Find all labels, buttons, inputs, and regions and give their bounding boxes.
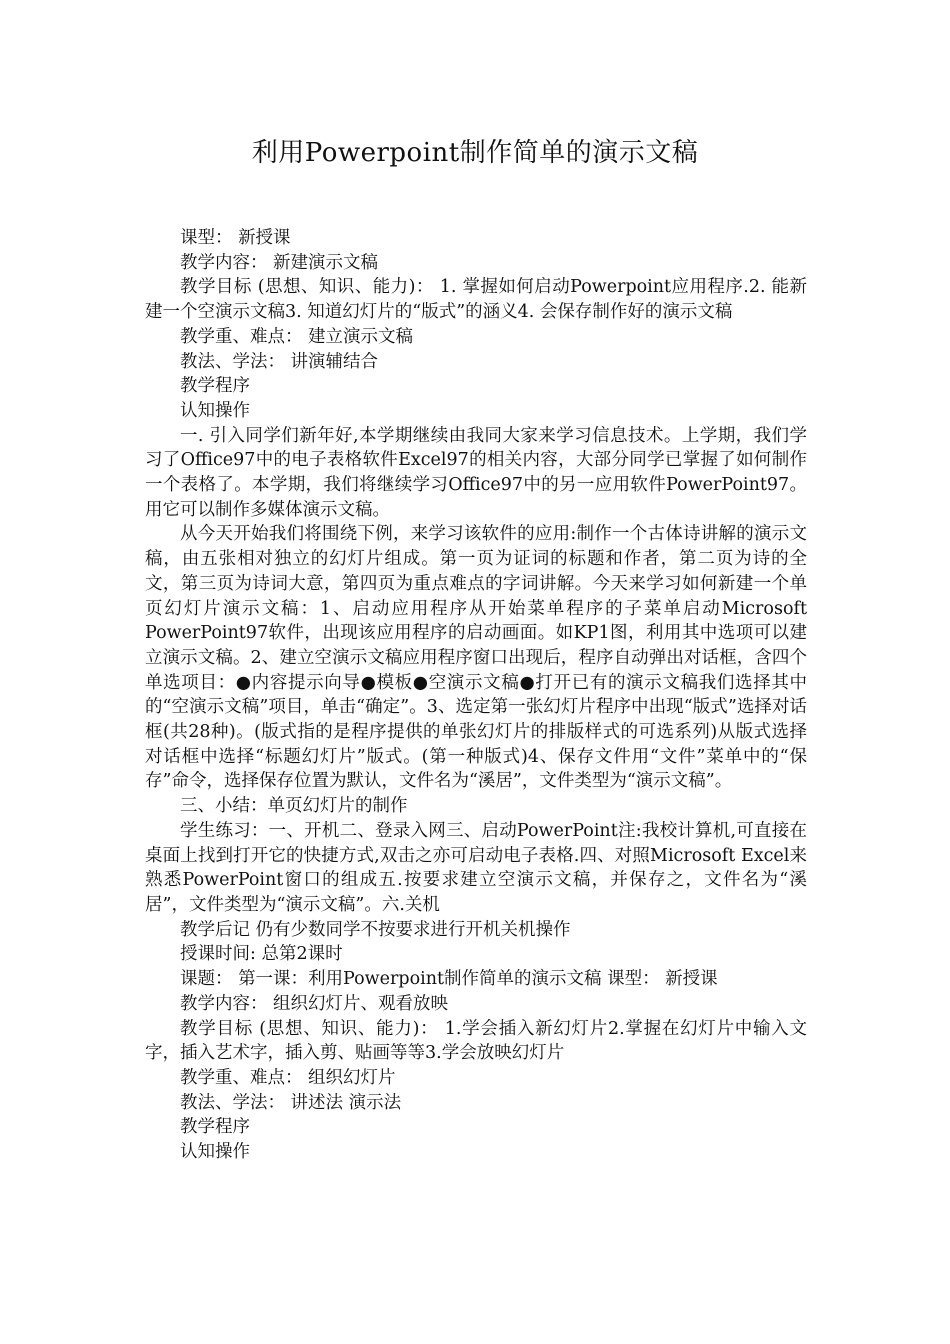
paragraph-cognitive-operation: 认知操作 xyxy=(180,400,250,421)
paragraph-lesson-type: 课型： 新授课 xyxy=(180,228,291,248)
document-body xyxy=(145,226,807,1165)
paragraph-teaching-notes: 教学后记 仍有少数同学不按要求进行开机关机操作 xyxy=(180,919,571,940)
paragraph-teaching-procedure: 教学程序 xyxy=(180,376,250,397)
paragraph-teaching-goals-2: 教学目标 (思想、知识、能力)： 1.学会插入新幻灯片2.掌握在幻灯片中输入文字，插入艺术字，插入剪、贴画等等3.学会放映幻灯片 xyxy=(145,1018,807,1064)
paragraph-teaching-method-2: 教法、学法： 讲述法 演示法 xyxy=(180,1092,402,1113)
paragraph-key-points: 教学重、难点： 建立演示文稿 xyxy=(180,326,414,347)
paragraph-teaching-procedure-2: 教学程序 xyxy=(180,1117,250,1138)
document-title: 利用Powerpoint制作简单的演示文稿 xyxy=(251,138,699,168)
paragraph-introduction: 一. 引入同学们新年好,本学期继续由我同大家来学习信息技术。上学期，我们学习了Office97中的电子表格软件Excel97的相关内容，大部分同学已掌握了如何制作一个表格了。本学期，我们将继续学习Office97中的另一应用软件PowerPoint97。用它可以制作多媒体演示文稿。 xyxy=(145,425,807,520)
paragraph-teaching-goals: 教学目标 (思想、知识、能力)： 1. 掌握如何启动Powerpoint应用程序.2. 能新建一个空演示文稿3. 知道幻灯片的“版式”的涵义4. 会保存制作好的演示文稿 xyxy=(145,277,807,323)
paragraph-lesson-steps: 从今天开始我们将围绕下例，来学习该软件的应用:制作一个古体诗讲解的演示文稿，由五张相对独立的幻灯片组成。第一页为证词的标题和作者，第二页为诗的全文，第三页为诗词大意，第四页为重点难点的字词讲解。今天来学习如何新建一个单页幻灯片演示文稿：1、启动应用程序从开始菜单程序的子菜单启动Microsoft PowerPoint97软件，出现该应用程序的启动画面。如KP1图，利用其中选项可以建立演示文稿。2、建立空演示文稿应用程序窗口出现后，程序自动弹出对话框，含四个单选项目：●内容提示向导●模板●空演示文稿●打开已有的演示文稿我们选择其中的“空演示文稿”项目，单击“确定”。3、选定第一张幻灯片程序中出现“版式”选择对话框(共28种)。(版式指的是程序提供的单张幻灯片的排版样式的可选系列)从版式选择对话框中选择“标题幻灯片”版式。(第一种版式)4、保存文件用“文件”菜单中的“保存”命令，选择保存位置为默认，文件名为“溪居”，文件类型为“演示文稿”。 xyxy=(145,524,807,792)
paragraph-key-points-2: 教学重、难点： 组织幻灯片 xyxy=(180,1067,396,1088)
paragraph-lesson-topic: 课题： 第一课：利用Powerpoint制作简单的演示文稿 课型： 新授课 xyxy=(180,969,718,990)
paragraph-teaching-method: 教法、学法： 讲演辅结合 xyxy=(180,351,379,372)
paragraph-class-time: 授课时间: 总第2课时 xyxy=(180,944,343,965)
paragraph-teaching-content: 教学内容： 新建演示文稿 xyxy=(180,252,379,273)
paragraph-teaching-content-2: 教学内容： 组织幻灯片、观看放映 xyxy=(180,993,449,1014)
paragraph-summary: 三、小结：单页幻灯片的制作 xyxy=(180,796,408,817)
paragraph-cognitive-operation-2: 认知操作 xyxy=(180,1142,250,1163)
paragraph-student-exercise: 学生练习：一、开机二、登录入网三、启动PowerPoint注:我校计算机,可直接在桌面上找到打开它的快捷方式,双击之亦可启动电子表格.四、对照Microsoft Excel来熟悉PowerPoint窗口的组成五.按要求建立空演示文稿，并保存之，文件名为“溪居”，文件类型为“演示文稿”。六.关机 xyxy=(145,820,807,915)
